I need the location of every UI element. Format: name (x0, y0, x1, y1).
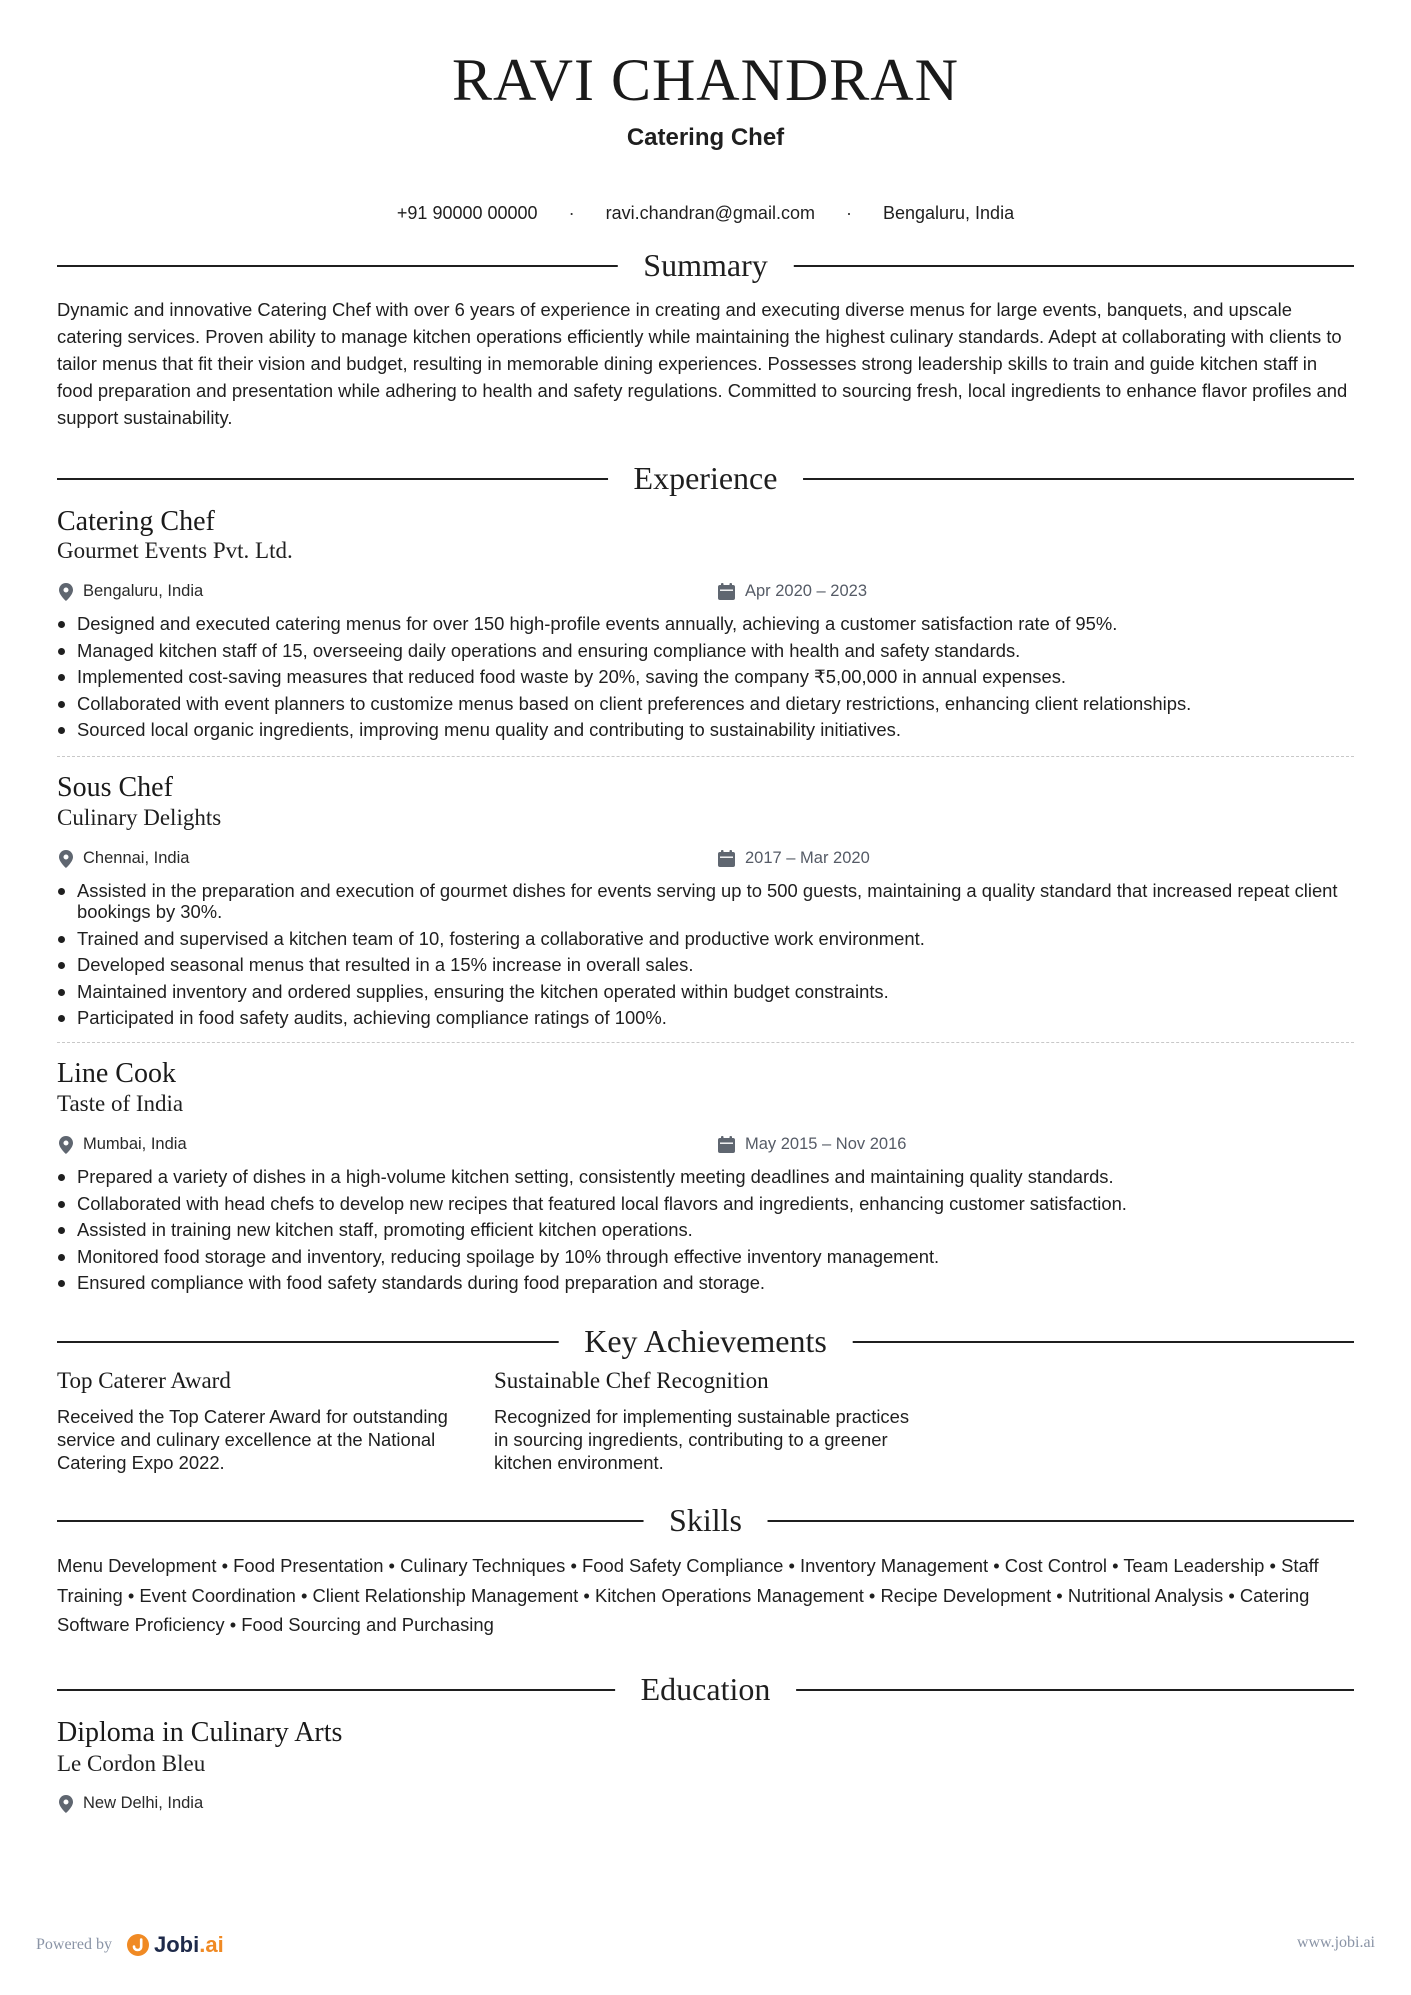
education-section-heading (57, 1669, 1354, 1709)
brand-logo[interactable] (126, 1932, 224, 1958)
education-degree: Diploma in Culinary Arts (57, 1717, 343, 1748)
job-location (59, 1135, 187, 1154)
list-item: Prepared a variety of dishes in a high-volume kitchen setting, consistently meeting deadlines and maintaining quality standards. (57, 1166, 1357, 1187)
job-location-text: Bengaluru, India (83, 582, 204, 600)
job-divider (57, 756, 1354, 757)
achievement-description: Recognized for implementing sustainable practices in sourcing ingredients, contributing to a greener kitchen environment. (494, 1406, 910, 1473)
list-item: Developed seasonal menus that resulted in a 15% increase in overall sales. (57, 954, 1357, 975)
calendar-icon (718, 850, 735, 867)
list-item: Assisted in training new kitchen staff, promoting efficient kitchen operations. (57, 1219, 1357, 1240)
phone-number[interactable]: +91 90000 00000 (396, 203, 538, 223)
job-title: Catering Chef (57, 506, 215, 537)
powered-by (36, 1932, 224, 1958)
job-dates (718, 582, 867, 601)
achievements-section-heading (57, 1321, 1354, 1361)
brand-name: Jobi (153, 1932, 200, 1957)
summary-section-heading (57, 245, 1354, 285)
job-dates (718, 1135, 906, 1154)
job-title: Line Cook (57, 1058, 176, 1089)
candidate-name: RAVI CHANDRAN (452, 47, 959, 113)
calendar-icon (718, 583, 735, 600)
job-bullets (57, 613, 1357, 746)
skills-list: Menu Development • Food Presentation • Culinary Techniques • Food Safety Compliance • Inventory Management • Cost Control • Team Leadership • Staff Training • Event Coordination • Client Relationship Management • Kitchen Operations Management • Recipe Development • Nutritional Analysis • Catering Software Proficiency • Food Sourcing and Purchasing (57, 1555, 1319, 1635)
job-location-text: Mumbai, India (83, 1135, 187, 1153)
map-pin-icon (59, 583, 73, 601)
job-company: Taste of India (57, 1091, 184, 1116)
list-item: Participated in food safety audits, achieving compliance ratings of 100%. (57, 1007, 1357, 1028)
education-location-text: New Delhi, India (83, 1794, 204, 1812)
list-item: Trained and supervised a kitchen team of 10, fostering a collaborative and productive work environment. (57, 928, 1357, 949)
achievements-heading: Key Achievements (558, 1321, 853, 1361)
experience-heading: Experience (608, 458, 804, 498)
job-dates (718, 849, 870, 868)
brand-suffix: .ai (199, 1932, 224, 1957)
education-location (59, 1794, 203, 1813)
list-item: Implemented cost-saving measures that reduced food waste by 20%, saving the company ₹5,00,000 in annual expenses. (57, 666, 1357, 687)
list-item: Monitored food storage and inventory, reducing spoilage by 10% through effective inventory management. (57, 1246, 1357, 1267)
job-dates-text: 2017 – Mar 2020 (745, 849, 870, 867)
map-pin-icon (59, 1795, 73, 1813)
job-location (59, 849, 189, 868)
job-dates-text: Apr 2020 – 2023 (745, 582, 868, 600)
achievement-title: Top Caterer Award (57, 1368, 231, 1393)
list-item: Maintained inventory and ordered supplies, ensuring the kitchen operated within budget constraints. (57, 981, 1357, 1002)
list-item: Collaborated with head chefs to develop new recipes that featured local flavors and ingredients, enhancing customer satisfaction. (57, 1193, 1357, 1214)
education-school: Le Cordon Bleu (57, 1751, 206, 1776)
job-title: Sous Chef (57, 772, 173, 803)
list-item: Managed kitchen staff of 15, overseeing daily operations and ensuring compliance with health and safety standards. (57, 640, 1357, 661)
skills-section-heading (57, 1500, 1354, 1540)
summary-text: Dynamic and innovative Catering Chef with over 6 years of experience in creating and executing diverse menus for large events, banquets, and upscale catering services. Proven ability to manage kitchen operations efficiently while maintaining the highest culinary standards. Adept at collaborating with clients to tailor menus that fit their vision and budget, resulting in memorable dining experiences. Possesses strong leadership skills to train and guide kitchen staff in food preparation and presentation while adhering to health and safety regulations. Committed to sourcing fresh, local ingredients to enhance flavor profiles and support sustainability. (57, 299, 1348, 428)
list-item: Assisted in the preparation and execution of gourmet dishes for events serving up to 500 guests, maintaining a quality standard that increased repeat client bookings by 30%. (57, 880, 1357, 922)
job-company: Culinary Delights (57, 805, 222, 830)
achievement-description: Received the Top Caterer Award for outstanding service and culinary excellence at the National Catering Expo 2022. (57, 1406, 448, 1473)
job-location (59, 582, 203, 601)
contact-separator: · (845, 203, 852, 223)
email-address[interactable]: ravi.chandran@gmail.com (605, 203, 815, 223)
list-item: Collaborated with event planners to customize menus based on client preferences and dietary restrictions, enhancing client relationships. (57, 693, 1357, 714)
website-link[interactable]: www.jobi.ai (1296, 1934, 1375, 1951)
jobi-logo-icon (126, 1933, 150, 1957)
contact-line (0, 203, 1411, 224)
experience-section-heading (57, 458, 1354, 498)
list-item: Designed and executed catering menus for over 150 high-profile events annually, achieving a customer satisfaction rate of 95%. (57, 613, 1357, 634)
education-heading: Education (615, 1669, 797, 1709)
job-company: Gourmet Events Pvt. Ltd. (57, 538, 293, 563)
calendar-icon (718, 1136, 735, 1153)
job-divider (57, 1042, 1354, 1043)
job-location-text: Chennai, India (83, 849, 190, 867)
list-item: Ensured compliance with food safety standards during food preparation and storage. (57, 1272, 1357, 1293)
job-bullets (57, 880, 1357, 1034)
achievement-title: Sustainable Chef Recognition (494, 1368, 769, 1393)
candidate-role: Catering Chef (626, 124, 785, 151)
skills-heading: Skills (643, 1500, 768, 1540)
map-pin-icon (59, 1136, 73, 1154)
contact-separator: · (568, 203, 575, 223)
job-bullets (57, 1166, 1357, 1299)
list-item: Sourced local organic ingredients, improving menu quality and contributing to sustainability initiatives. (57, 719, 1357, 740)
powered-by-label: Powered by (36, 1936, 112, 1953)
map-pin-icon (59, 850, 73, 868)
contact-location: Bengaluru, India (882, 203, 1015, 223)
summary-heading: Summary (617, 245, 793, 285)
job-dates-text: May 2015 – Nov 2016 (745, 1135, 907, 1153)
